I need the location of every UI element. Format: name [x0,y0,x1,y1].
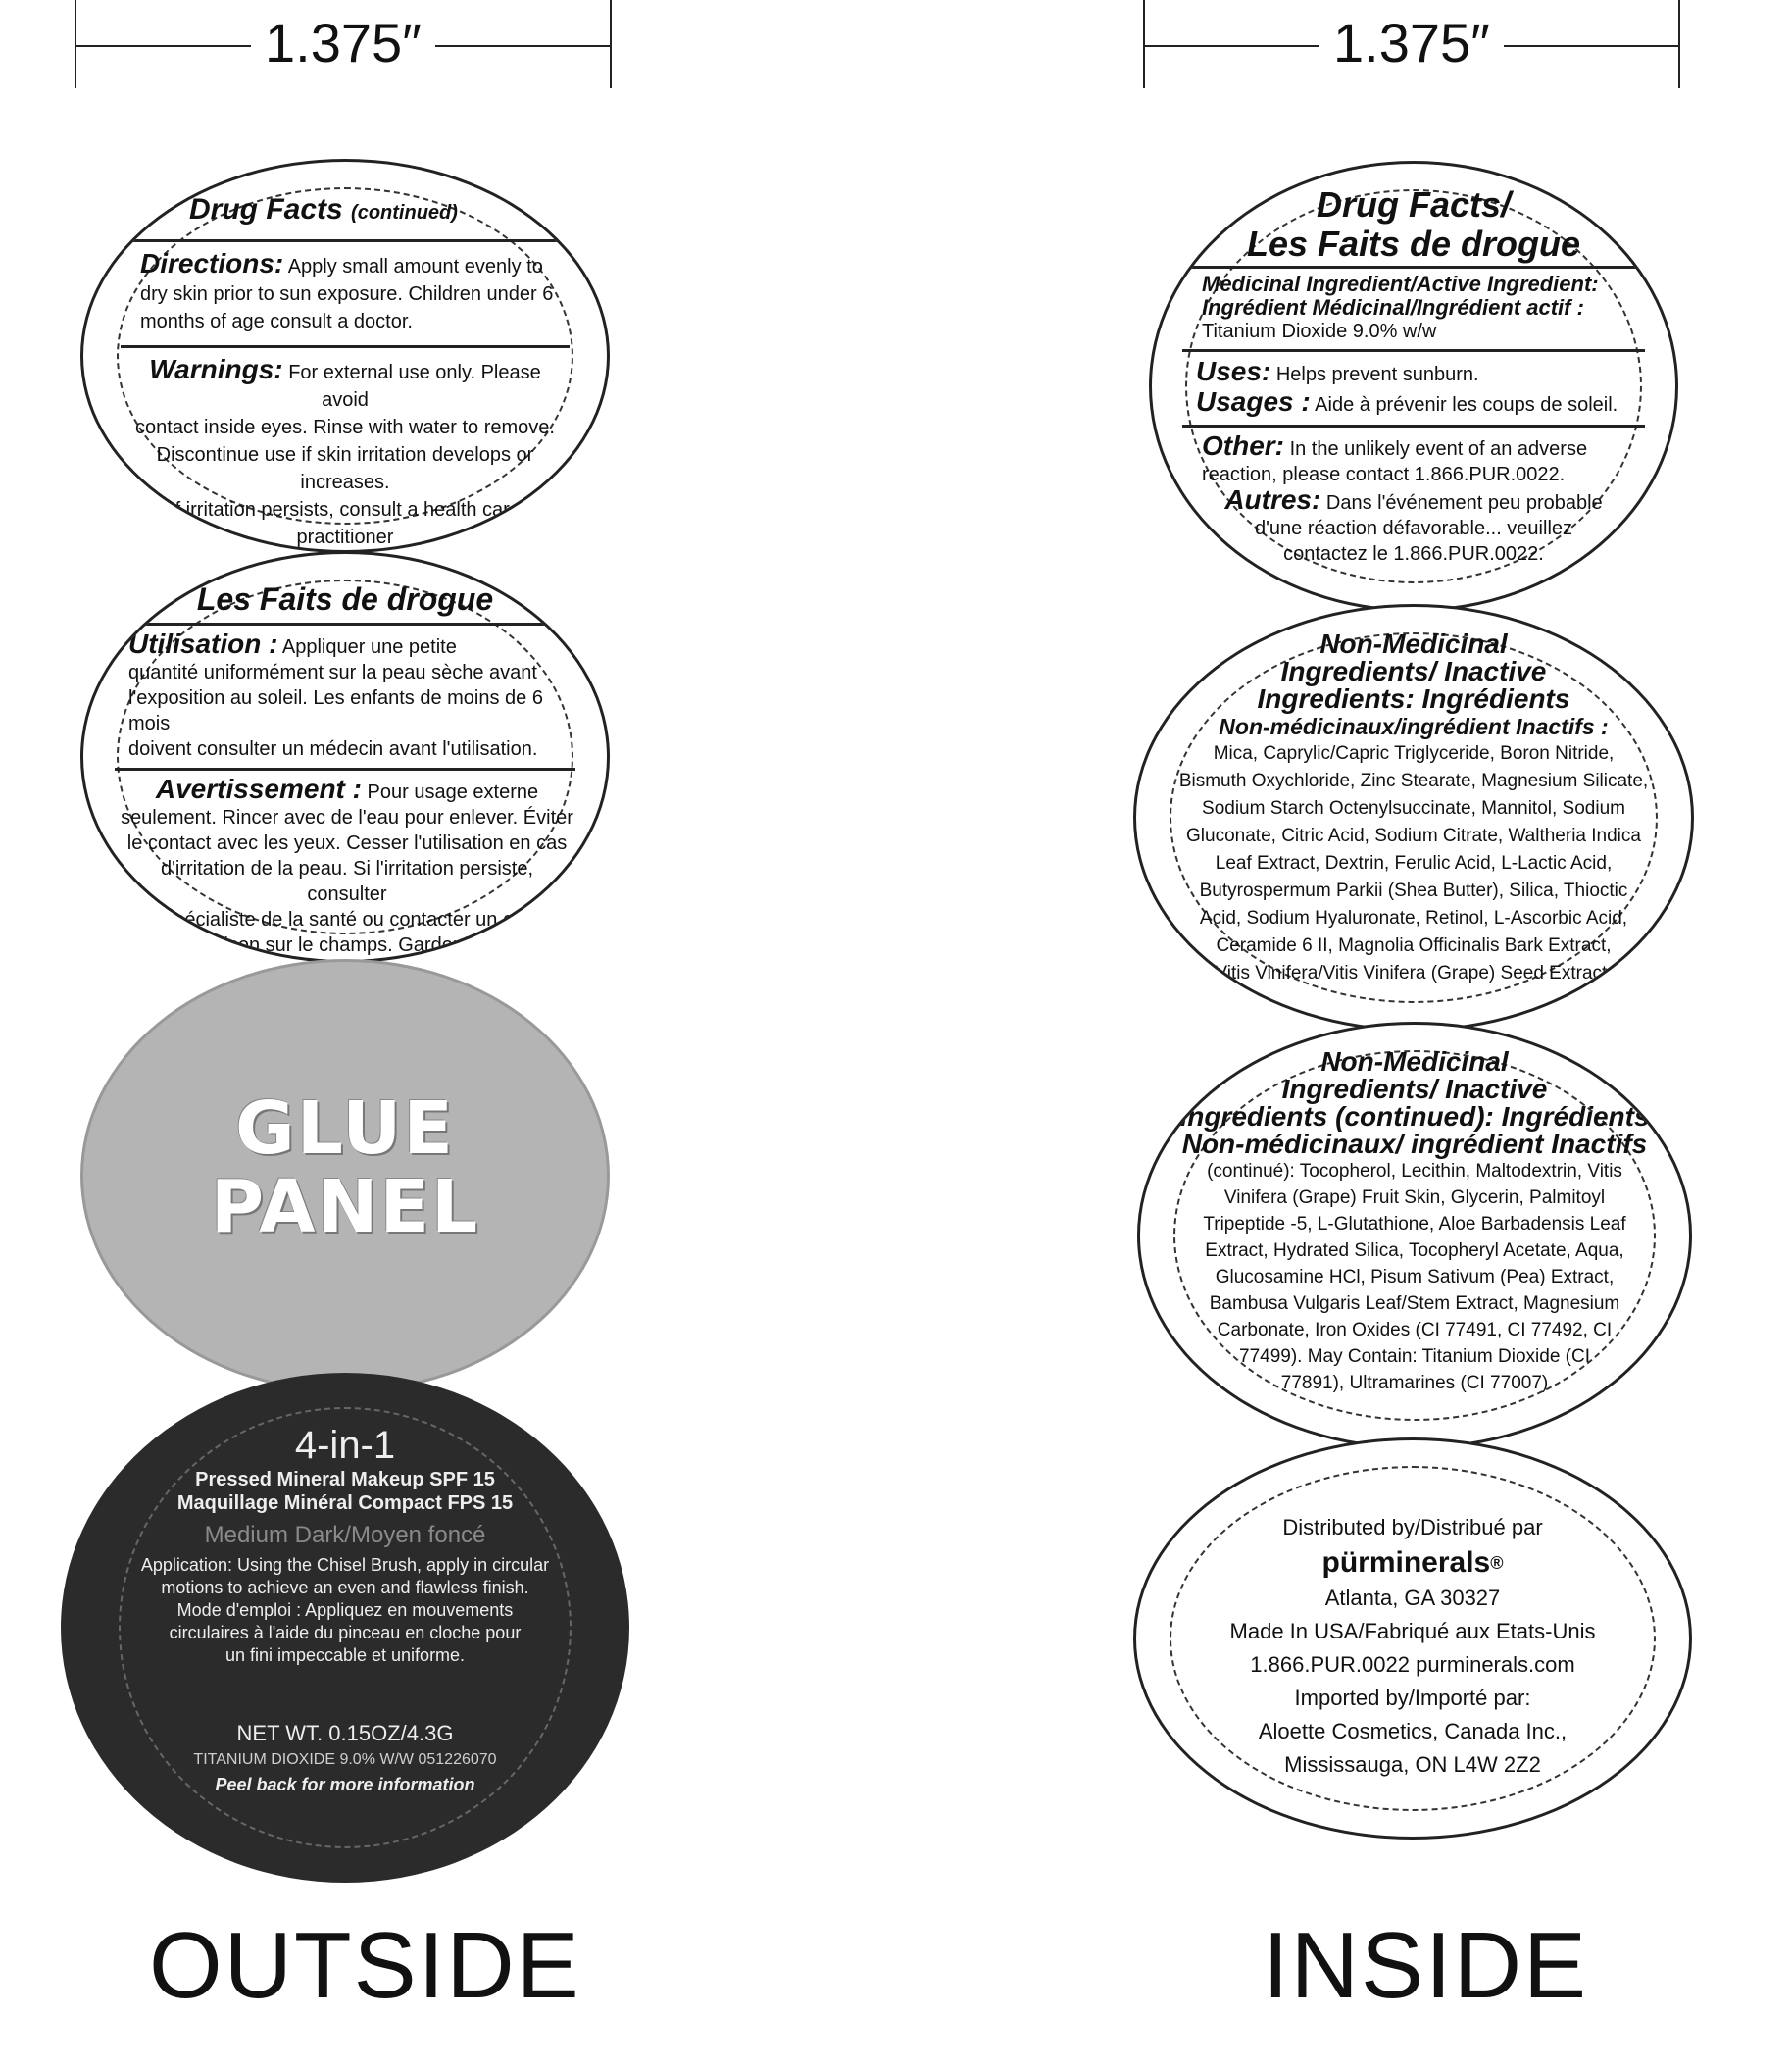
medicinal-heading: Medicinal Ingredient/Active Ingredient: [1202,272,1599,296]
drug-facts-title-fr: Les Faits de drogue [1246,224,1581,264]
divider [115,768,575,771]
non-medicinal-cont-title: Ingredients/ Inactive [1281,1074,1548,1104]
panel-distributor [1133,1437,1692,1840]
net-weight: NET WT. 0.15OZ/4.3G [236,1721,454,1745]
divider [115,623,575,626]
peel-back-note: Peel back for more information [215,1775,475,1794]
other-line: In the unlikely event of an adverse [1289,438,1588,460]
directions-line: dry skin prior to sun exposure. Children under 6 [140,283,554,305]
application-line: Mode d'emploi : Appliquez en mouvements [176,1600,514,1620]
ingredient-line: Vinifera (Grape) Fruit Skin, Glycerin, Palmitoyl [1223,1187,1606,1208]
product-shade: Medium Dark/Moyen foncé [204,1522,486,1548]
product-line-fr: Maquillage Minéral Compact FPS 15 [176,1492,514,1514]
dimension-label: 1.375″ [1319,8,1504,78]
ingredient-line: Mica, Caprylic/Capric Triglyceride, Boron Nitride, [1213,743,1615,764]
panel-drug-facts-continued [80,159,610,553]
brand-name: pürminerals [1321,1546,1491,1579]
importer-name: Aloette Cosmetics, Canada Inc., [1258,1719,1568,1743]
other-label: Other: [1202,430,1284,461]
dimension-tick-right [610,0,612,88]
ingredient-line: (continué): Tocopherol, Lecithin, Maltodextrin, Vitis [1207,1161,1622,1182]
dimension-tick-left [75,0,76,88]
avertissement-line: anti-poison sur le champs. Garder hors de [164,934,530,956]
panel-product [61,1373,629,1883]
ingredient-line: 77499). May Contain: Titanium Dioxide (CI [1239,1346,1590,1367]
usages-text: Aide à prévenir les coups de soleil. [1315,394,1618,416]
panel-glue [80,959,610,1392]
product-name: 4-in-1 [294,1424,396,1467]
avertissement-line: seulement. Rincer avec de l'eau pour enlever. Éviter [121,807,573,829]
distributor-city: Atlanta, GA 30327 [1324,1586,1501,1610]
panel-non-medicinal-continued [1137,1022,1692,1449]
directions-line: months of age consult a doctor. [140,311,413,332]
avertissement-line: Pour usage externe [367,781,539,803]
ingredient-line: 77891), Ultramarines (CI 77007) [1280,1373,1549,1393]
non-medicinal-cont-title: Ingredients (continued): Ingrédients [1179,1101,1650,1132]
ingredient-line: Extract, Hydrated Silica, Tocopheryl Acetate, Aqua, [1205,1240,1624,1261]
avertissement-label: Avertissement : [155,774,362,804]
title-suffix: (continued) [351,202,458,224]
non-medicinal-title: Non-médicinaux/ingrédient Inactifs : [1219,714,1609,739]
autres-label: Autres: [1224,484,1321,515]
panel-non-medicinal [1133,604,1694,1032]
ingredient-line: Gluconate, Citric Acid, Sodium Citrate, Waltheria Indica [1186,826,1641,846]
divider [1182,349,1645,352]
ingredient-line: Bambusa Vulgaris Leaf/Stem Extract, Magnesium [1209,1293,1620,1314]
uses-label: Uses: [1196,356,1271,386]
warnings-line: contact inside eyes. Rinse with water to remove. [135,417,555,438]
dimension-marker-outside [75,0,612,88]
utilisation-label: Utilisation : [128,629,278,659]
utilisation-line: l'exposition au soleil. Les enfants de moins de 6 mois [128,687,543,734]
imported-by: Imported by/Importé par: [1294,1686,1531,1710]
product-line-en: Pressed Mineral Makeup SPF 15 [195,1469,495,1490]
utilisation-line: quantité uniformément sur la peau sèche avant [128,662,537,683]
autres-line: d'une réaction défavorable... veuillez [1254,518,1573,539]
usages-label: Usages : [1196,386,1311,417]
directions-label: Directions: [140,248,284,278]
non-medicinal-cont-title: Non-Medicinal [1320,1046,1509,1077]
application-line: Application: Using the Chisel Brush, apply in circular [140,1555,550,1575]
warnings-line: If irritation persists, consult a health care practitioner [170,499,521,548]
glue-panel-label [83,1086,607,1249]
ingredient-line: Tripeptide -5, L-Glutathione, Aloe Barbadensis Leaf [1203,1214,1626,1235]
divider [121,345,570,348]
non-medicinal-title: Ingredients/ Inactive [1280,656,1547,686]
ingredient-line: Carbonate, Iron Oxides (CI 77491, CI 77492, CI [1217,1320,1613,1340]
titanium-dioxide: TITANIUM DIOXIDE 9.0% W/W 051226070 [193,1751,497,1768]
autres-line: contactez le 1.866.PUR.0022. [1283,543,1544,565]
ingredient-line: Acid, Sodium Hyaluronate, Retinol, L-Ascorbic Acid, [1199,908,1628,929]
avertissement-line: un spécialiste de la santé ou contacter un centre [136,909,558,931]
glue-line: GLUE [235,1086,455,1171]
registered-mark: ® [1490,1553,1504,1573]
application-line: motions to achieve an even and flawless finish. [161,1578,529,1597]
distributed-by: Distributed by/Distribué par [1282,1515,1543,1539]
drug-facts-title: Drug Facts/ [1316,184,1512,225]
non-medicinal-title: Ingredients: Ingrédients [1257,683,1570,714]
divider [1182,266,1645,269]
application-line: circulaires à l'aide du pinceau en cloche pour [169,1623,522,1642]
utilisation-line: Appliquer une petite [281,636,457,658]
panel-drug-facts [1149,161,1678,612]
non-medicinal-cont-title: Non-médicinaux/ ingrédient Inactifs [1181,1129,1648,1159]
warnings-label: Warnings: [149,354,283,384]
directions-line: Apply small amount evenly to [287,256,543,277]
faits-title: Les Faits de drogue [196,581,494,617]
dimension-marker-inside [1143,0,1680,88]
warnings-line: For external use only. Please avoid [288,362,541,411]
medicinal-value: Titanium Dioxide 9.0% w/w [1202,321,1437,342]
dimension-tick-right [1678,0,1680,88]
medicinal-heading-fr: Ingrédient Médicinal/Ingrédient actif : [1202,295,1584,320]
utilisation-line: doivent consulter un médecin avant l'utilisation. [128,738,538,760]
ingredient-line: Butyrospermum Parkii (Shea Butter), Silica, Thioctic [1199,881,1628,901]
warnings-line: Discontinue use if skin irritation develops or increases. [156,444,534,493]
autres-line: Dans l'événement peu probable [1325,492,1603,514]
uses-text: Helps prevent sunburn. [1275,364,1479,385]
divider [121,239,570,242]
importer-city: Mississauga, ON L4W 2Z2 [1284,1752,1541,1777]
avertissement-line: le contact avec les yeux. Cesser l'utilisation en cas [126,832,568,854]
ingredient-line: Vitis Vinifera/Vitis Vinifera (Grape) Seed Extract, [1215,963,1613,983]
dimension-label: 1.375″ [251,8,435,78]
inside-caption: INSIDE [1263,1913,1589,2018]
non-medicinal-title: Non-Medicinal [1319,629,1508,659]
contact-info: 1.866.PUR.0022 purminerals.com [1250,1652,1575,1677]
panel-faits-de-drogue [80,551,610,963]
application-line: un fini impeccable et uniforme. [224,1645,466,1665]
ingredient-line: Sodium Starch Octenylsuccinate, Mannitol, Sodium [1202,798,1625,819]
ingredient-line: Bismuth Oxychloride, Zinc Stearate, Magnesium Silicate, [1178,771,1649,791]
avertissement-line: d'irritation de la peau. Si l'irritation persiste, consulter [160,858,534,905]
dimension-tick-left [1143,0,1145,88]
made-in: Made In USA/Fabriqué aux Etats-Unis [1229,1619,1596,1643]
other-line: reaction, please contact 1.866.PUR.0022. [1202,464,1566,485]
ingredient-line: Ceramide 6 II, Magnolia Officinalis Bark Extract, [1216,935,1612,956]
drug-facts-title: Drug Facts [189,193,343,226]
outside-caption: OUTSIDE [149,1913,581,2018]
glue-line: PANEL [210,1165,480,1249]
divider [1182,425,1645,428]
ingredient-line: Glucosamine HCl, Pisum Sativum (Pea) Extract, [1215,1267,1615,1287]
ingredient-line: Leaf Extract, Dextrin, Ferulic Acid, L-Lactic Acid, [1215,853,1613,874]
